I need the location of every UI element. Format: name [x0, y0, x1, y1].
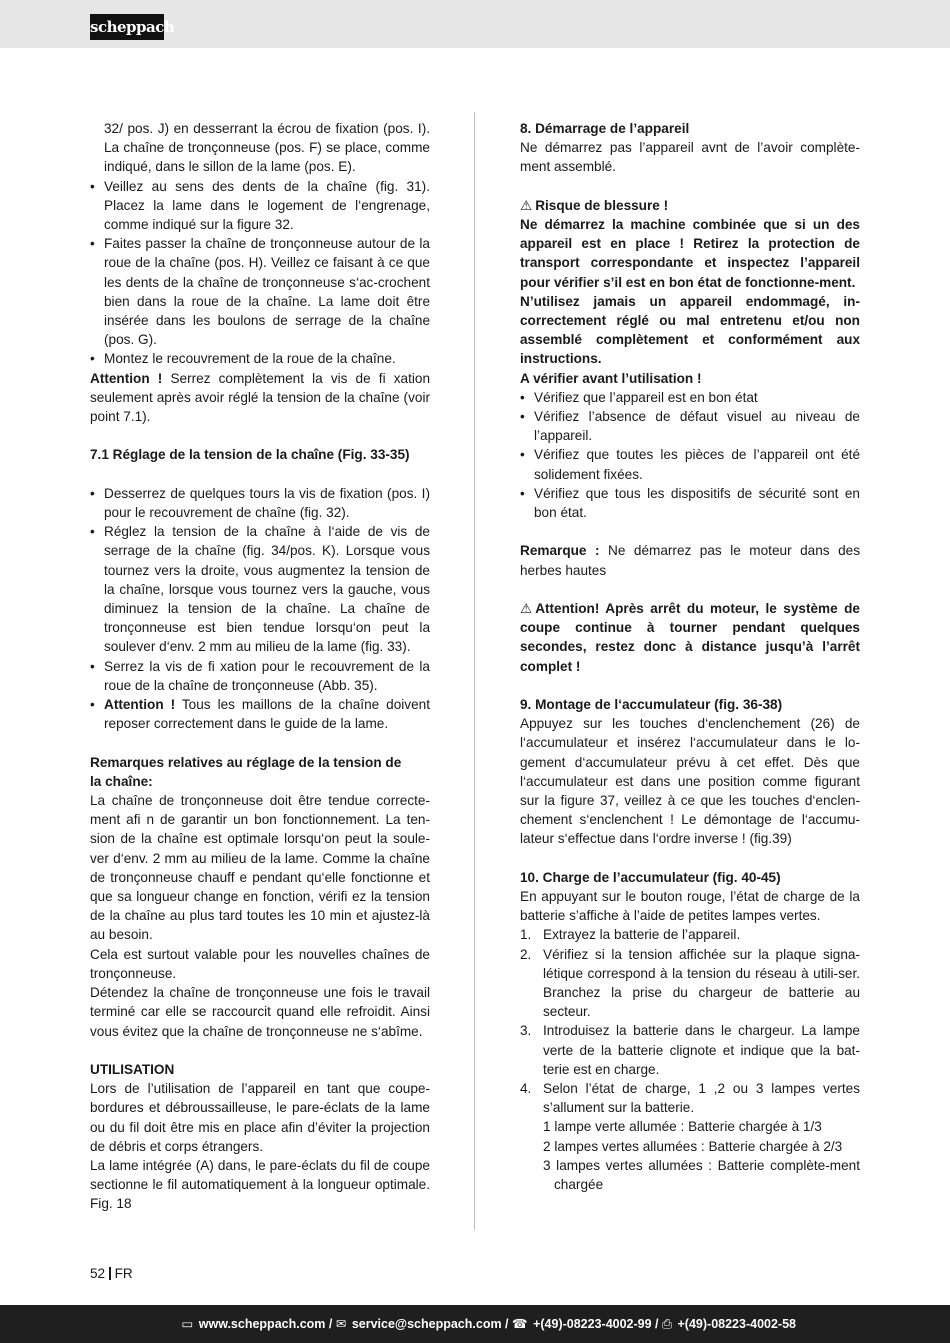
risk-paragraph: Ne démarrez la machine combinée que si un des appareil est en place ! Retirez la protection de transport correspondante et inspectez l’appareil pour vérifier s’il est en bon état de fonctionne-ment. — [520, 217, 860, 290]
email-icon: ✉ — [335, 1317, 347, 1331]
lamp-status: 3 lampes vertes allumées : Batterie complète-ment chargée — [543, 1157, 860, 1193]
fax-number: +(49)-08223-4002-58 — [677, 1317, 796, 1331]
remarks-title: Remarques relatives au réglage de la tension de la chaîne: — [90, 754, 402, 789]
attention-warning: ⚠ Attention! Après arrêt du moteur, le système de coupe continue à tourner pendant quelques secondes, restez donc à distance jusqu’à l’arrêt complet ! — [520, 601, 860, 674]
phone-icon: ☎ — [512, 1317, 528, 1331]
numbered-step: 3. Introduisez la batterie dans le chargeur. La lampe verte de la batterie clignote et indique que la bat-terie est en charge. — [520, 1023, 860, 1077]
remarks-paragraph: Détendez la chaîne de tronçonneuse une fois le travail terminé car elle se raccourcit quand elle refroidit. Ainsi vous évitez que la chaîne de tronçonneuse ne s‘abîme. — [90, 985, 430, 1039]
remarks-paragraph: La chaîne de tronçonneuse doit être tendue correcte-ment afi n de garantir un bon fonctionnement. La ten-sion de la chaîne est optimale lorsqu‘on peut la soule-ver d‘env. 2 mm au milieu de la lame. Comme la chaîne de tronçonneuse chauff e pendant qu‘elle fonctionne et que sa longueur change en fonction, vérifi ez la tension de la chaîne au plus tard toutes les 10 min et ajustez-là au besoin. — [90, 793, 430, 943]
list-item: • Réglez la tension de la chaîne à l‘aide de vis de serrage de la chaîne (fig. 34/pos. K). Lorsque vous tournez vers la droite, vous augmentez la tension de la chaîne, lorsque vous tournez vers la gauche, vous diminuez la tension de la chaîne. La chaîne de tronçonneuse est bien tendue lorsqu‘on peut la soulever d‘env. 2 mm au milieu de la lame (fig. 33). — [90, 524, 430, 655]
left-column — [90, 119, 430, 1214]
list-item: • Vérifiez que l’appareil est en bon état — [520, 389, 758, 405]
warning-triangle-icon: ⚠ — [520, 601, 533, 617]
list-item: • Desserrez de quelques tours la vis de fixation (pos. I) pour le recouvrement de chaîne (fig. 32). — [90, 485, 430, 521]
header-bar — [0, 0, 950, 48]
continuation-text: 32/ pos. J) en desserrant la écrou de fixation (pos. I). La chaîne de tronçonneuse (pos. F) se place, comme indiqué, dans le sillon de la lame (pos. E). — [104, 121, 430, 175]
section-10-paragraph: En appuyant sur le bouton rouge, l’état de charge de la batterie s’affiche à l’aide de petites lampes vertes. — [520, 889, 860, 924]
phone-number: +(49)-08223-4002-99 / — [533, 1317, 659, 1331]
list-item: • Veillez au sens des dents de la chaîne (fig. 31). Placez la lame dans le logement de l‘engrenage, comme indiqué sur la figure 32. — [90, 178, 430, 233]
list-item: • Montez le recouvrement de la roue de la chaîne. — [90, 351, 396, 367]
lamp-status: 1 lampe verte allumée : Batterie chargée à 1/3 — [543, 1119, 822, 1135]
list-item: • Vérifiez que toutes les pièces de l’appareil ont été solidement fixées. — [520, 447, 860, 482]
utilisation-paragraph: La lame intégrée (A) dans, le pare-éclats du fil de coupe sectionne le fil automatiquement à la longueur optimale. Fig. 18 — [90, 1157, 430, 1212]
right-column — [520, 119, 860, 1194]
remarks-paragraph: Cela est surtout valable pour les nouvelles chaînes de tronçonneuse. — [90, 946, 430, 981]
section-10-title: 10. Charge de l’accumulateur (fig. 40-45) — [520, 869, 781, 885]
list-item: • Faites passer la chaîne de tronçonneuse autour de la roue de la chaîne (pos. H). Veillez ce faisant à ce que les dents de la chaîne de tronçonneuse s‘ac-crochent bien dans la roue de la chaîne. La lame doit être insérée dans les boulons de serrage de la chaîne (pos. G). — [90, 236, 430, 348]
section-9-paragraph: Appuyez sur les touches d‘enclenchement (26) de l‘accumulateur et insérez l‘accumulateur dans le lo-gement d‘accumulateur prévu à cet effet. Dès que l‘accumulateur est dans une position comme figurant sur la figure 37, veillez à ce que les touches d‘enclen-chement s‘enclenchent ! Le démontage de l‘accumu-lateur s‘effectue dans l‘ordre inverse ! (fig.39) — [520, 716, 860, 847]
risk-title: ⚠ Risque de blessure ! — [520, 196, 860, 215]
separator — [109, 1267, 111, 1280]
utilisation-title: UTILISATION — [90, 1061, 175, 1077]
computer-icon: ▭ — [181, 1317, 194, 1331]
list-item: • Attention ! Tous les maillons de la chaîne doivent reposer correctement dans le guide de la lame. — [90, 697, 431, 732]
lamp-status: 2 lampes vertes allumées : Batterie chargée à 2/3 — [543, 1138, 843, 1154]
section-9-title: 9. Montage de l‘accumulateur (fig. 36-38) — [520, 697, 783, 713]
section-7-1-title: 7.1 Réglage de la tension de la chaîne (Fig. 33-35) — [90, 447, 410, 463]
fax-icon: ⎙ — [662, 1317, 673, 1331]
utilisation-paragraph: Lors de l’utilisation de l’appareil en tant que coupe-bordures et débroussailleuse, le pare-éclats de la lame ou du fil doit être mis en place afin d’éviter la projection de débris et corps étrangers. — [90, 1081, 430, 1154]
scheppach-logo: scheppach — [90, 14, 164, 40]
note: Remarque : Ne démarrez pas le moteur dans des herbes hautes — [520, 543, 860, 578]
list-item: • Vérifiez l’absence de défaut visuel au niveau de l’appareil. — [520, 409, 860, 444]
list-item: • Vérifiez que tous les dispositifs de sécurité sont en bon état. — [520, 485, 860, 521]
check-title: A vérifier avant l’utilisation ! — [520, 370, 702, 386]
list-item: • Serrez la vis de fi xation pour le recouvrement de la roue de la chaîne de tronçonneuse (Abb. 35). — [90, 658, 430, 693]
numbered-step: 2. Vérifiez si la tension affichée sur la plaque signa-létique correspond à la tension du réseau à utili-ser. Branchez la prise du chargeur de batterie au secteur. — [520, 946, 860, 1020]
page-footer — [90, 1266, 133, 1281]
warning-triangle-icon: ⚠ — [520, 197, 533, 213]
website-link[interactable]: www.scheppach.com / — [198, 1317, 333, 1331]
language-code: FR — [114, 1266, 133, 1281]
attention-note: Attention ! Serrez complètement la vis de fi xation seulement après avoir réglé la tension de la chaîne (voir point 7.1). — [90, 370, 430, 425]
column-divider — [474, 112, 475, 1230]
contact-line — [181, 1316, 796, 1332]
section-8-title: 8. Démarrage de l’appareil — [520, 121, 690, 136]
numbered-step: 1. Extrayez la batterie de l’appareil. — [520, 927, 741, 943]
email-link[interactable]: service@scheppach.com / — [351, 1317, 509, 1331]
numbered-step: 4. Selon l’état de charge, 1 ,2 ou 3 lampes vertes s’allument sur la batterie. — [520, 1081, 860, 1116]
section-8-paragraph: Ne démarrez pas l’appareil avnt de l’avoir complète-ment assemblé. — [520, 140, 860, 175]
page-number: 52 — [90, 1266, 106, 1281]
risk-paragraph: N’utilisez jamais un appareil endommagé, in-correctement réglé ou mal entretenu et/ou non assemblé complètement et conformément aux instructions. — [520, 293, 860, 367]
footer-bar — [0, 1305, 950, 1343]
